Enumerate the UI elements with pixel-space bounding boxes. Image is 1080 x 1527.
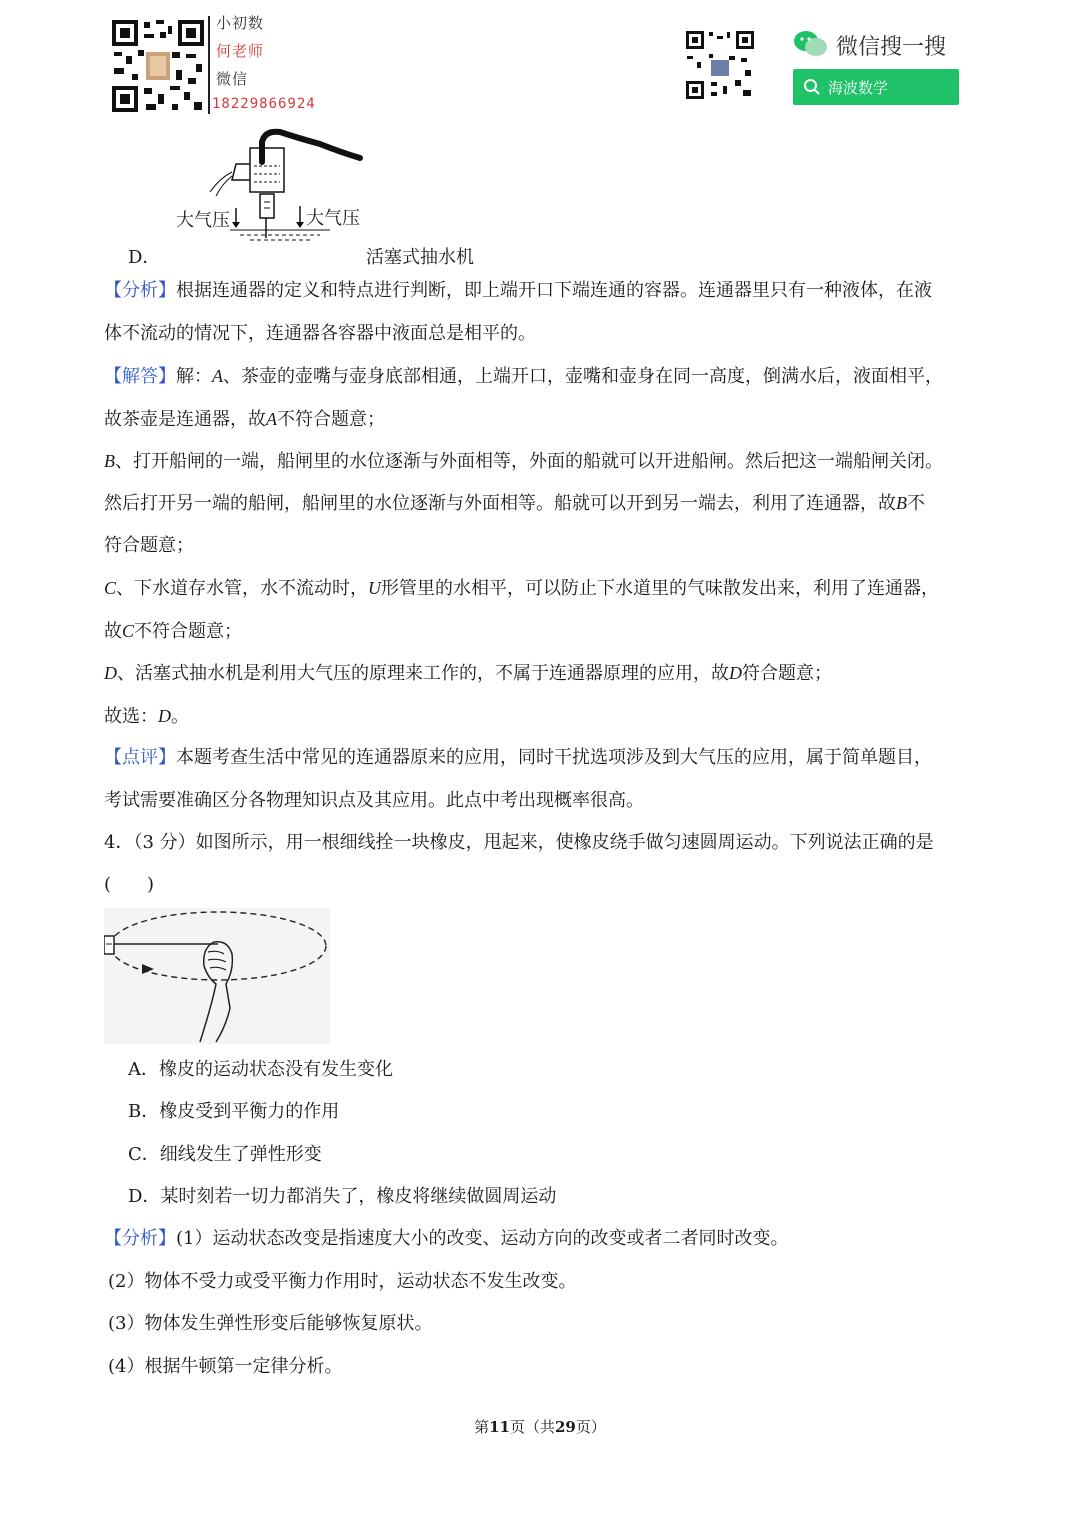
var-a-2: A	[266, 409, 277, 429]
var-b-2: B	[896, 493, 907, 513]
solution-b-text-2: 然后打开另一端的船闸，船闸里的水位逐渐与外面相等。船就可以开到另一端去，利用了连通器，故	[104, 493, 896, 514]
qr-code-left	[110, 18, 206, 114]
solution-c-conclusion: 故	[104, 621, 122, 642]
solution-d-verdict: 符合题意；	[742, 663, 832, 684]
footer-middle: 页（共	[509, 1418, 555, 1436]
var-d: D	[104, 663, 117, 683]
wechat-logo-icon	[793, 30, 829, 58]
search-icon	[803, 78, 821, 96]
solution-b-text-3: 不	[907, 493, 925, 514]
var-b: B	[104, 451, 115, 471]
q3-analysis-line-1	[104, 278, 980, 304]
q3-solution-line-2	[104, 406, 980, 433]
q4-analysis-line-3: (3）物体发生弹性形变后能够恢复原状。	[108, 1313, 433, 1334]
solution-d-text: 、活塞式抽水机是利用大气压的原理来工作的，不属于连通器原理的应用，故	[117, 663, 729, 684]
solution-a-text: 、茶壶的壶嘴与壶身底部相通，上端开口，壶嘴和壶身在同一高度，倒满水后，液面相平，	[223, 366, 943, 387]
q4-option-a	[128, 1057, 393, 1083]
q4-analysis-line-4: (4）根据牛顿第一定律分析。	[108, 1356, 343, 1377]
var-d-2: D	[729, 663, 742, 683]
qr-code-left-image	[110, 18, 206, 114]
var-c: C	[104, 578, 117, 598]
header-divider	[208, 16, 210, 114]
q4-analysis-line-1	[104, 1226, 980, 1252]
solution-tag: 【解答】	[104, 366, 176, 387]
q3-review-line-2: 考试需要准确区分各物理知识点及其应用。此点中考出现概率很高。	[104, 790, 644, 811]
total-pages: 29	[555, 1418, 576, 1436]
q4-analysis-tag: 【分析】	[104, 1228, 176, 1249]
option-c-label: C．	[128, 1144, 160, 1165]
option-d-text: 某时刻若一切力都消失了，橡皮将继续做圆周运动	[160, 1186, 557, 1207]
wechat-search-button-label: 海波数学	[828, 79, 889, 97]
q4-analysis-text-1: (1）运动状态改变是指速度大小的改变、运动方向的改变或者二者同时改变。	[176, 1228, 789, 1249]
answer-prefix: 故选：	[104, 706, 158, 727]
footer-prefix: 第	[474, 1418, 490, 1436]
wechat-search-title: 微信搜一搜	[836, 35, 947, 60]
solution-c-text-2: 形管里的水相平，可以防止下水道里的气味散发出来，利用了连通器，	[381, 578, 940, 599]
option-a-text: 橡皮的运动状态没有发生变化	[159, 1059, 393, 1080]
footer-suffix: 页）	[575, 1418, 606, 1436]
option-c-text: 细线发生了弹性形变	[159, 1144, 322, 1165]
var-c-2: C	[122, 621, 135, 641]
pump-figure	[170, 122, 380, 244]
wechat-search-button[interactable]	[793, 69, 959, 105]
q3-analysis-line-2: 体不流动的情况下，连通器各容器中液面总是相平的。	[104, 323, 536, 344]
solution-a-conclusion: 故茶壶是连通器，故	[104, 409, 266, 430]
q4-option-d	[128, 1184, 556, 1210]
solution-a-verdict: 不符合题意；	[277, 409, 385, 430]
analysis-tag: 【分析】	[104, 280, 176, 301]
q3-option-d-label: D．	[128, 247, 161, 268]
atmospheric-pressure-label-right: 大气压	[306, 208, 360, 229]
q3-solution-line-9	[104, 703, 980, 730]
qr-code-right-image	[685, 30, 755, 100]
header-text-1: 小初数	[216, 14, 265, 32]
q3-solution-line-4	[104, 490, 980, 517]
option-d-label: D．	[128, 1186, 161, 1207]
q3-review-line-1	[104, 745, 980, 771]
q3-solution-line-6	[104, 575, 980, 602]
answer-suffix: 。	[171, 706, 189, 727]
q3-solution-line-7	[104, 618, 980, 645]
var-u: U	[368, 578, 382, 598]
q3-solution-line-8	[104, 660, 980, 687]
current-page-number: 11	[489, 1418, 510, 1436]
q4-analysis-line-2: (2）物体不受力或受平衡力作用时，运动状态不发生改变。	[108, 1271, 577, 1292]
header-text-2: 何老师	[216, 42, 265, 60]
q3-solution-line-5: 符合题意；	[104, 535, 194, 556]
qr-code-right	[685, 30, 755, 100]
q3-solution-line-3	[104, 448, 980, 475]
answer-choice: D	[158, 706, 171, 726]
solution-c-verdict: 不符合题意；	[134, 621, 243, 642]
eraser-circular-motion-illustration	[104, 908, 330, 1044]
q4-option-c	[128, 1142, 322, 1168]
q4-stem-line-2: ( )	[104, 874, 155, 895]
q3-solution-line-1	[104, 363, 980, 390]
solution-c-text-1: 、下水道存水管，水不流动时，	[116, 578, 369, 599]
atmospheric-pressure-label-left: 大气压	[176, 210, 230, 231]
page-footer	[0, 1416, 1080, 1437]
option-a-label: A．	[128, 1059, 159, 1080]
q3-review-text-1: 本题考查生活中常见的连通器原来的应用，同时干扰选项涉及到大气压的应用，属于简单题目，	[176, 747, 932, 768]
header-phone: 18229866924	[212, 96, 316, 112]
q4-stem-line-1: 4．（3 分）如图所示，用一根细线拴一块橡皮，甩起来，使橡皮绕手做匀速圆周运动。下列说法正确的是	[104, 832, 934, 853]
header-text-3: 微信	[216, 70, 249, 88]
review-tag: 【点评】	[104, 747, 176, 768]
q3-analysis-text-1: 根据连通器的定义和特点进行判断，即上端开口下端连通的容器。连通器里只有一种液体，在液	[176, 280, 932, 301]
q3-option-d-caption: 活塞式抽水机	[366, 247, 474, 268]
option-b-text: 橡皮受到平衡力的作用	[159, 1101, 340, 1122]
solution-b-text-1: 、打开船闸的一端，船闸里的水位逐渐与外面相等，外面的船就可以开进船闸。然后把这一端船闸关闭。	[115, 451, 943, 472]
q4-option-b	[128, 1099, 339, 1125]
solution-intro: 解：	[176, 366, 212, 387]
var-a: A	[212, 366, 223, 386]
q4-figure	[104, 908, 330, 1044]
option-b-label: B．	[128, 1101, 160, 1122]
